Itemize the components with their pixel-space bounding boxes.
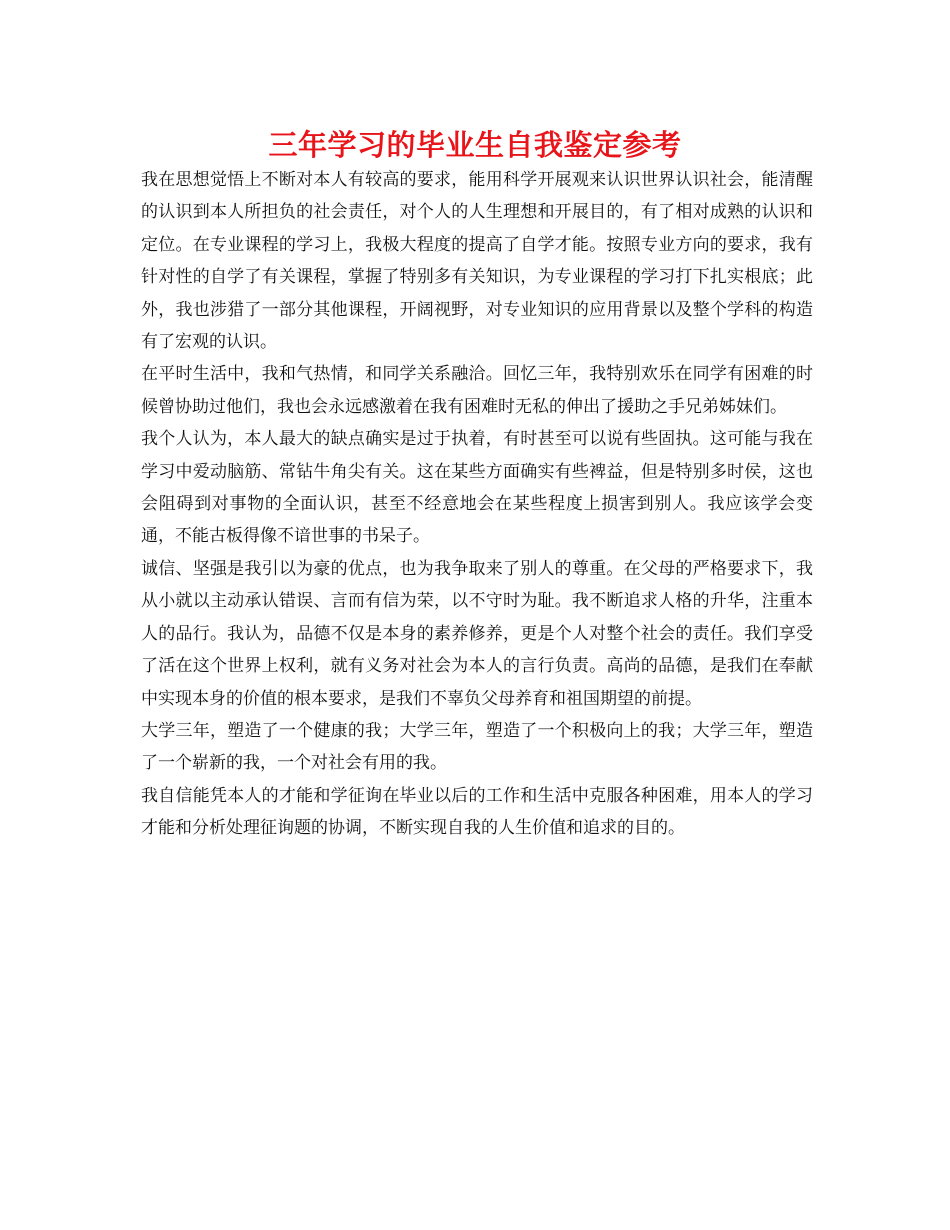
paragraph-5: 大学三年，塑造了一个健康的我；大学三年，塑造了一个积极向上的我；大学三年，塑造了一个崭新的我，一个对社会有用的我。 (141, 720, 813, 774)
document-body (141, 164, 813, 845)
paragraph-1: 我在思想觉悟上不断对本人有较高的要求，能用科学开展观来认识世界认识社会，能清醒的认识到本人所担负的社会责任，对个人的人生理想和开展目的，有了相对成熟的认识和定位。在专业课程的学习上，我极大程度的提高了自学才能。按照专业方向的要求，我有针对性的自学了有关课程，掌握了特别多有关知识，为专业课程的学习打下扎实根底；此外，我也涉猎了一部分其他课程，开阔视野，对专业知识的应用背景以及整个学科的构造有了宏观的认识。 (141, 170, 813, 353)
paragraph-6: 我自信能凭本人的才能和学征询在毕业以后的工作和生活中克服各种困难，用本人的学习才能和分析处理征询题的协调，不断实现自我的人生价值和追求的目的。 (141, 785, 813, 839)
paragraph-3: 我个人认为，本人最大的缺点确实是过于执着，有时甚至可以说有些固执。这可能与我在学习中爱动脑筋、常钻牛角尖有关。这在某些方面确实有些裨益，但是特别多时侯，这也会阻碍到对事物的全面认识，甚至不经意地会在某些程度上损害到别人。我应该学会变通，不能古板得像不谙世事的书呆子。 (141, 429, 813, 547)
paragraph-4: 诚信、坚强是我引以为豪的优点，也为我争取来了别人的尊重。在父母的严格要求下，我从小就以主动承认错误、言而有信为荣，以不守时为耻。我不断追求人格的升华，注重本人的品行。我认为，品德不仅是本身的素养修养，更是个人对整个社会的责任。我们享受了活在这个世界上权利，就有义务对社会为本人的言行负责。高尚的品德，是我们在奉献中实现本身的价值的根本要求，是我们不辜负父母养育和祖国期望的前提。 (141, 558, 813, 709)
document-title: 三年学习的毕业生自我鉴定参考 (268, 128, 682, 162)
paragraph-2: 在平时生活中，我和气热情，和同学关系融洽。回忆三年，我特别欢乐在同学有困难的时候曾协助过他们，我也会永远感激着在我有困难时无私的伸出了援助之手兄弟姊妹们。 (141, 364, 813, 417)
